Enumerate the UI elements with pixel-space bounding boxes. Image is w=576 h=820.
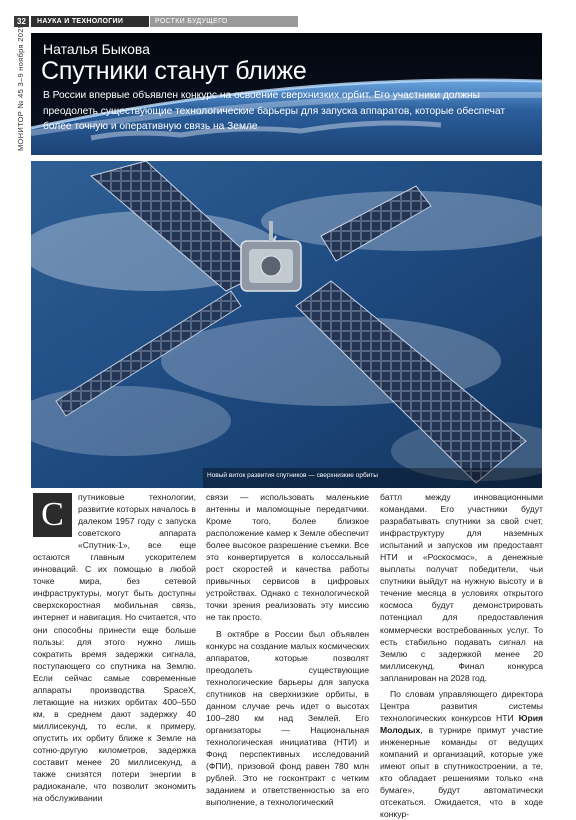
article-title: Спутники станут ближе (41, 57, 307, 85)
issue-info (14, 23, 29, 155)
column-1 (33, 491, 196, 804)
article-author: Наталья Быкова (43, 41, 150, 57)
column-3-paragraph-2 (380, 688, 543, 820)
article-body (33, 491, 543, 820)
column-3 (380, 491, 543, 820)
article-lead: В России впервые объявлен конкурс на освоение сверхнизких орбит. Его участники должны преодолеть существующие технологические барьеры для запуска аппаратов, которые обеспечат более точную и оперативную связь на Земле (43, 90, 506, 132)
satellite-image (31, 161, 542, 488)
column-2 (206, 491, 369, 808)
section-label: НАУКА И ТЕХНОЛОГИИ (31, 16, 149, 27)
column-1-text (33, 491, 196, 804)
column-3-text-after: , в турнире примут участие инженерные команды от ведущих компаний и организаций, которые уже имеют опыт в спутникостроении, а те, кто обладает решениями только «на бумаге», будут автоматически отсекаться. Ожидается, что в ходе конкур- (380, 724, 543, 820)
column-2-paragraph-1: связи — использовать маленькие антенны и маломощные передатчики. Кроме того, более близкое расположение камер к Земле обеспечит более высокое разрешение съемки. Все это конвертируется в колоссальный рост скоростей и качества работы привычных сервисов в цифровых устройствах. Однако с технологической точки зрения реализовать эту миссию не так просто. (206, 492, 369, 623)
hero-satellite-band (31, 161, 542, 488)
issue-info-text: МОНИТОР № 45 3–9 ноября 2025 (16, 23, 25, 151)
page-number: 32 (14, 16, 29, 27)
column-3-paragraph-1: баттл между инновационными командами. Его участники будут разрабатывать спутники за свой счет, инфраструктуру для наземных испытаний и запусков им предоставят НТИ и «Роскосмос», а денежные выплаты получат победители, чьи спутники выйдут на нужную высоту и в течение месяца в условиях открытого космоса будут демонстрировать потенциал для предоставления коммерчески востребованных услуг. То есть стабильно подавать сигнал на Землю с задержкой менее 20 миллисекунд. Финал конкурса запланирован на 2028 год. (380, 492, 543, 683)
drop-cap: С (33, 493, 72, 537)
rubric-label: РОСТКИ БУДУЩЕГО (150, 16, 298, 27)
hero-image (31, 33, 542, 488)
quoted-person-name: Юрия Молодых (380, 712, 543, 735)
column-2-paragraph-2: В октябре в России был объявлен конкурс на создание малых космических аппаратов, которые позволят преодолеть существующие технологические барьеры для запуска спутников на сверхнизкие орбиты, в данном случае речь идет о высотах 100–280 км над Землей. Его организаторы — Национальная технологическая инициатива (НТИ) и Фонд перспективных исследований (ФПИ), призовой фонд равен 780 млн рублей. Это не госконтракт с четким заданием и ответственностью за его выполнение, а технологический (206, 628, 369, 808)
column-3-text-before: По словам управляющего директора Центра развития системы технологических конкурсов НТИ (380, 688, 543, 723)
page-header (14, 16, 298, 27)
column-1-paragraph: путниковые технологии, развитие которых началось в далеком 1957 году с запуска советского аппарата «Спутник-1», все еще остаются главным ускорителем инноваций. С их помощью в любой точке мира, без сетевой инфраструктуры, могут быть доступны сверхскоростная мобильная связь, интернет и навигация. Но считается, что они способны принести еще больше пользы: для этого нужно лишь сократить время задержки сигнала, поступающего со спутника на Землю. Если сейчас самые современные аппараты производства SpaceX, летающие на низких орбитах 400–550 км, в среднем дают задержку 40 миллисекунд, то если, к примеру, опустить их орбиту ближе к Земле на сотню-другую километров, задержка составит менее 20 миллисекунд, а также снизятся потери энергии в радиоканале, что позволит экономить на обслуживании (33, 492, 196, 804)
image-caption: Новый виток развития спутников — сверхнизкие орбиты (207, 472, 378, 479)
